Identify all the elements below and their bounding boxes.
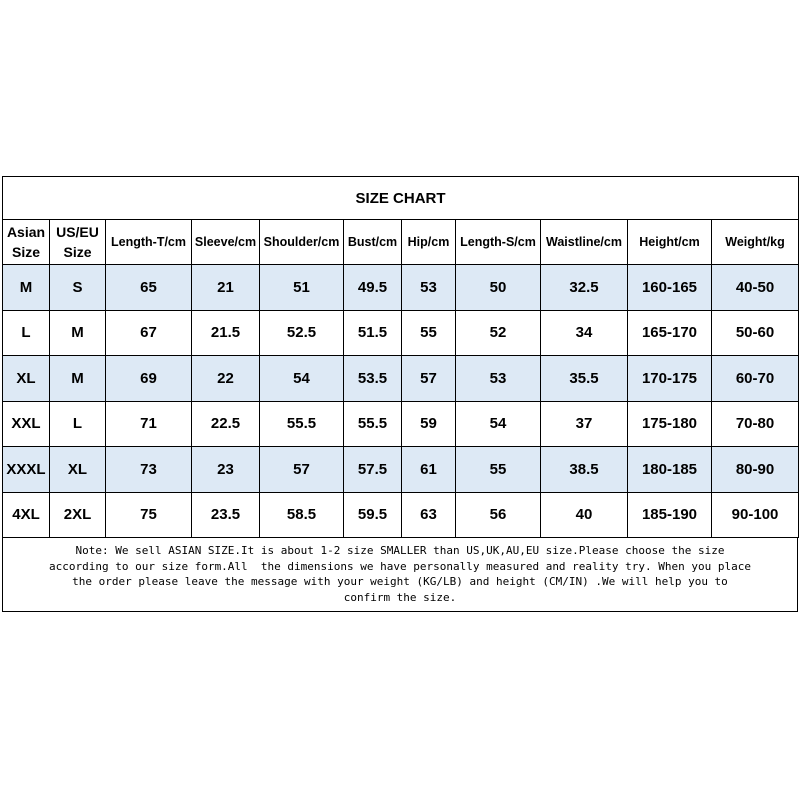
cell-asian-size: XXXL — [3, 447, 50, 493]
title-row — [3, 177, 799, 220]
cell-useu-size: M — [50, 310, 106, 356]
cell-bust: 59.5 — [344, 492, 402, 538]
cell-waistline: 38.5 — [541, 447, 628, 493]
header-row — [3, 220, 799, 265]
cell-hip: 63 — [402, 492, 456, 538]
header-hip: Hip/cm — [402, 220, 456, 265]
cell-shoulder: 51 — [260, 265, 344, 311]
cell-sleeve: 22 — [192, 356, 260, 402]
cell-length-t: 73 — [106, 447, 192, 493]
cell-weight: 80-90 — [712, 447, 799, 493]
cell-length-t: 75 — [106, 492, 192, 538]
cell-length-s: 56 — [456, 492, 541, 538]
cell-length-s: 50 — [456, 265, 541, 311]
cell-length-t: 67 — [106, 310, 192, 356]
header-shoulder: Shoulder/cm — [260, 220, 344, 265]
cell-length-s: 55 — [456, 447, 541, 493]
cell-weight: 90-100 — [712, 492, 799, 538]
cell-hip: 61 — [402, 447, 456, 493]
cell-useu-size: S — [50, 265, 106, 311]
cell-height: 170-175 — [628, 356, 712, 402]
cell-sleeve: 23.5 — [192, 492, 260, 538]
cell-weight: 40-50 — [712, 265, 799, 311]
cell-hip: 55 — [402, 310, 456, 356]
cell-length-s: 52 — [456, 310, 541, 356]
table-row — [3, 265, 799, 311]
cell-weight: 60-70 — [712, 356, 799, 402]
cell-asian-size: XXL — [3, 401, 50, 447]
cell-bust: 53.5 — [344, 356, 402, 402]
cell-weight: 50-60 — [712, 310, 799, 356]
cell-length-s: 54 — [456, 401, 541, 447]
cell-height: 160-165 — [628, 265, 712, 311]
cell-waistline: 32.5 — [541, 265, 628, 311]
cell-hip: 53 — [402, 265, 456, 311]
cell-length-t: 65 — [106, 265, 192, 311]
cell-waistline: 37 — [541, 401, 628, 447]
cell-useu-size: 2XL — [50, 492, 106, 538]
cell-sleeve: 21.5 — [192, 310, 260, 356]
cell-height: 185-190 — [628, 492, 712, 538]
note-line-3: the order please leave the message with your weight (KG/LB) and height (CM/IN) .We will help you to — [72, 575, 728, 588]
cell-shoulder: 58.5 — [260, 492, 344, 538]
header-waistline: Waistline/cm — [541, 220, 628, 265]
table-row — [3, 401, 799, 447]
cell-bust: 51.5 — [344, 310, 402, 356]
cell-shoulder: 55.5 — [260, 401, 344, 447]
cell-shoulder: 57 — [260, 447, 344, 493]
cell-sleeve: 22.5 — [192, 401, 260, 447]
cell-bust: 49.5 — [344, 265, 402, 311]
header-asian-size-line1: Asian — [6, 224, 46, 240]
header-useu-size-line1: US/EU — [56, 224, 99, 240]
cell-waistline: 34 — [541, 310, 628, 356]
chart-title: SIZE CHART — [3, 177, 799, 220]
cell-length-t: 71 — [106, 401, 192, 447]
table-row — [3, 447, 799, 493]
cell-hip: 57 — [402, 356, 456, 402]
header-asian-size — [3, 220, 50, 265]
cell-shoulder: 54 — [260, 356, 344, 402]
cell-asian-size: M — [3, 265, 50, 311]
cell-height: 180-185 — [628, 447, 712, 493]
cell-weight: 70-80 — [712, 401, 799, 447]
header-bust: Bust/cm — [344, 220, 402, 265]
cell-asian-size: 4XL — [3, 492, 50, 538]
cell-useu-size: XL — [50, 447, 106, 493]
cell-height: 175-180 — [628, 401, 712, 447]
table-row — [3, 310, 799, 356]
cell-asian-size: XL — [3, 356, 50, 402]
cell-shoulder: 52.5 — [260, 310, 344, 356]
size-chart-table — [2, 176, 799, 538]
header-weight: Weight/kg — [712, 220, 799, 265]
cell-length-t: 69 — [106, 356, 192, 402]
cell-useu-size: M — [50, 356, 106, 402]
cell-asian-size: L — [3, 310, 50, 356]
table-row — [3, 492, 799, 538]
cell-bust: 55.5 — [344, 401, 402, 447]
header-height: Height/cm — [628, 220, 712, 265]
table-row — [3, 356, 799, 402]
cell-waistline: 35.5 — [541, 356, 628, 402]
header-useu-size — [50, 220, 106, 265]
note-line-2: according to our size form.All the dimensions we have personally measured and reality try. When you place — [49, 559, 751, 573]
cell-hip: 59 — [402, 401, 456, 447]
size-chart — [2, 176, 798, 612]
note-line-1: Note: We sell ASIAN SIZE.It is about 1-2 size SMALLER than US,UK,AU,EU size.Please choose the size — [75, 544, 725, 557]
cell-sleeve: 23 — [192, 447, 260, 493]
header-length-t: Length-T/cm — [106, 220, 192, 265]
cell-height: 165-170 — [628, 310, 712, 356]
note-line-4: confirm the size. — [343, 590, 457, 604]
cell-waistline: 40 — [541, 492, 628, 538]
header-useu-size-line2: Size — [63, 244, 92, 260]
header-sleeve: Sleeve/cm — [192, 220, 260, 265]
size-note — [2, 538, 798, 612]
cell-bust: 57.5 — [344, 447, 402, 493]
cell-useu-size: L — [50, 401, 106, 447]
header-asian-size-line2: Size — [11, 244, 40, 260]
cell-length-s: 53 — [456, 356, 541, 402]
cell-sleeve: 21 — [192, 265, 260, 311]
header-length-s: Length-S/cm — [456, 220, 541, 265]
